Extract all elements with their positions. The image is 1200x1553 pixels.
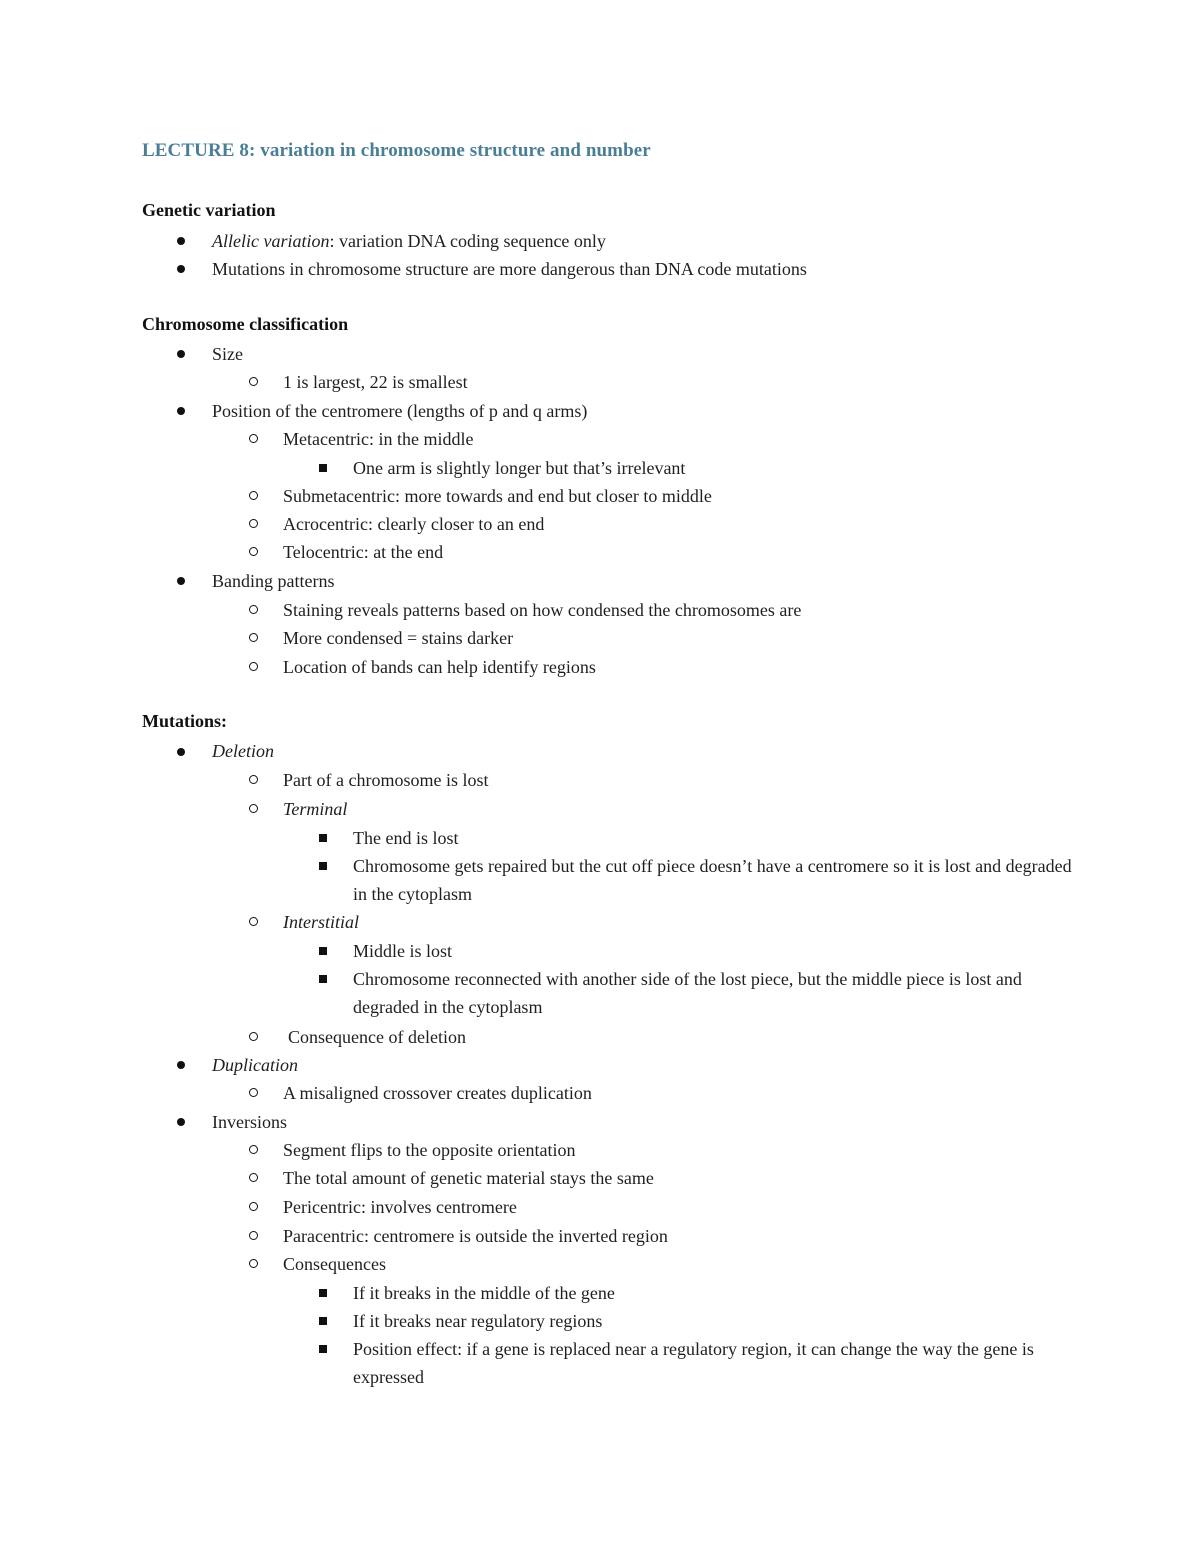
bullet-circle xyxy=(249,1032,258,1041)
bullet-circle xyxy=(249,775,258,784)
list-item-text: : variation DNA coding sequence only xyxy=(329,231,606,251)
bullet-square xyxy=(319,464,327,472)
bullet-disc xyxy=(177,407,185,415)
list-item: The total amount of genetic material stays the same xyxy=(283,1168,654,1188)
bullet-circle xyxy=(249,1173,258,1182)
term-terminal: Terminal xyxy=(283,799,348,819)
bullet-disc xyxy=(177,577,185,585)
list-item xyxy=(212,227,606,255)
list-item: More condensed = stains darker xyxy=(283,628,514,648)
list-item: Consequences xyxy=(283,1254,386,1274)
list-item: Position effect: if a gene is replaced near a regulatory region, it can change the way the gene is expressed xyxy=(353,1339,1034,1387)
bullet-square xyxy=(319,834,327,842)
bullet-circle xyxy=(249,662,258,671)
list-item: Inversions xyxy=(212,1112,287,1132)
term-deletion: Deletion xyxy=(212,741,274,761)
bullet-disc xyxy=(177,748,185,756)
list-item: Location of bands can help identify regions xyxy=(283,657,596,677)
bullet-circle xyxy=(249,605,258,614)
bullet-circle xyxy=(249,434,258,443)
list-item: Pericentric: involves centromere xyxy=(283,1197,517,1217)
list-item xyxy=(212,737,274,765)
bullet-square xyxy=(319,1289,327,1297)
bullet-circle xyxy=(249,804,258,813)
bullet-square xyxy=(319,1317,327,1325)
list-item: Chromosome reconnected with another side of the lost piece, but the middle piece is lost and degraded in the cytoplasm xyxy=(353,969,1022,1017)
list-item: A misaligned crossover creates duplication xyxy=(283,1083,592,1103)
bullet-square xyxy=(319,1345,327,1353)
list-item: Acrocentric: clearly closer to an end xyxy=(283,514,545,534)
list-item: Consequence of deletion xyxy=(288,1027,466,1047)
list-item: Position of the centromere (lengths of p and q arms) xyxy=(212,401,588,421)
bullet-circle xyxy=(249,519,258,528)
list-item xyxy=(283,795,347,823)
bullet-circle xyxy=(249,917,258,926)
list-item: The end is lost xyxy=(353,828,459,848)
bullet-circle xyxy=(249,377,258,386)
list-item: 1 is largest, 22 is smallest xyxy=(283,372,468,392)
bullet-circle xyxy=(249,1231,258,1240)
bullet-disc xyxy=(177,1118,185,1126)
list-item: Part of a chromosome is lost xyxy=(283,770,489,790)
list-item: Staining reveals patterns based on how condensed the chromosomes are xyxy=(283,600,802,620)
list-item: Submetacentric: more towards and end but closer to middle xyxy=(283,486,712,506)
term-allelic-variation: Allelic variation xyxy=(212,231,330,251)
bullet-circle xyxy=(249,1259,258,1268)
term-duplication: Duplication xyxy=(212,1055,298,1075)
list-item: Mutations in chromosome structure are more dangerous than DNA code mutations xyxy=(212,259,807,279)
bullet-disc xyxy=(177,237,185,245)
list-item: Banding patterns xyxy=(212,571,335,591)
list-item: Metacentric: in the middle xyxy=(283,429,474,449)
bullet-circle xyxy=(249,1202,258,1211)
list-item: If it breaks near regulatory regions xyxy=(353,1311,603,1331)
list-item: Size xyxy=(212,344,243,364)
list-item xyxy=(212,1051,298,1079)
bullet-circle xyxy=(249,633,258,642)
bullet-disc xyxy=(177,265,185,273)
bullet-circle xyxy=(249,491,258,500)
heading-mutations: Mutations: xyxy=(142,711,227,731)
list-item: Middle is lost xyxy=(353,941,453,961)
list-item: Segment flips to the opposite orientation xyxy=(283,1140,576,1160)
list-item xyxy=(283,908,359,936)
list-item: Telocentric: at the end xyxy=(283,542,444,562)
bullet-disc xyxy=(177,350,185,358)
heading-genetic-variation: Genetic variation xyxy=(142,200,276,220)
list-item: Paracentric: centromere is outside the inverted region xyxy=(283,1226,668,1246)
bullet-square xyxy=(319,975,327,983)
bullet-circle xyxy=(249,547,258,556)
heading-chromosome-classification: Chromosome classification xyxy=(142,314,349,334)
list-item: Chromosome gets repaired but the cut off piece doesn’t have a centromere so it is lost and degraded in the cytoplasm xyxy=(353,856,1072,904)
bullet-disc xyxy=(177,1061,185,1069)
bullet-square xyxy=(319,947,327,955)
list-item: If it breaks in the middle of the gene xyxy=(353,1283,615,1303)
term-interstitial: Interstitial xyxy=(283,912,359,932)
list-item: One arm is slightly longer but that’s irrelevant xyxy=(353,458,686,478)
bullet-circle xyxy=(249,1088,258,1097)
bullet-square xyxy=(319,862,327,870)
page-title: LECTURE 8: variation in chromosome structure and number xyxy=(142,140,651,161)
bullet-circle xyxy=(249,1145,258,1154)
